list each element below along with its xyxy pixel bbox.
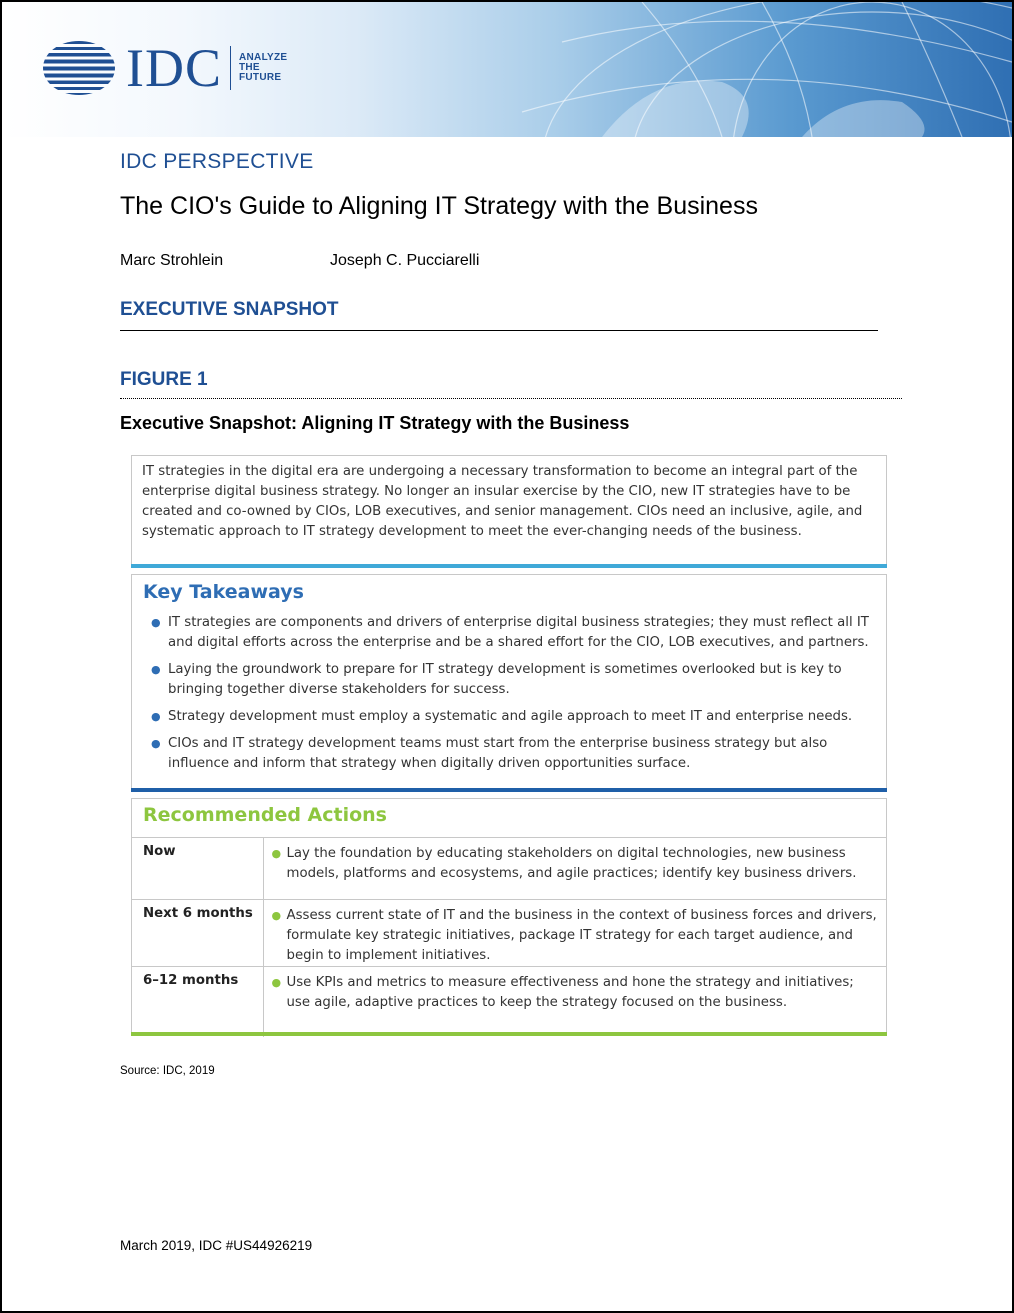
intro-accent-bar	[131, 564, 887, 568]
tagline-line: FUTURE	[239, 72, 282, 83]
dotted-divider	[120, 398, 902, 399]
list-item	[143, 734, 878, 774]
action-cell	[263, 967, 886, 1037]
section-heading: EXECUTIVE SNAPSHOT	[120, 299, 339, 320]
tagline-line: ANALYZE	[239, 52, 288, 63]
table-row	[132, 967, 886, 1037]
actions-table	[132, 837, 886, 1037]
timeframe-cell: Now	[132, 838, 263, 900]
bullet-icon: ●	[151, 663, 161, 676]
author-name: Marc Strohlein	[120, 252, 224, 269]
list-item-text: Strategy development must employ a systematic and agile approach to meet IT and enterprise needs.	[168, 709, 853, 724]
key-takeaways-box	[131, 574, 887, 789]
key-takeaways-heading: Key Takeaways	[143, 581, 304, 603]
logo-tagline	[239, 53, 287, 83]
recommended-actions-accent-bar	[131, 1032, 887, 1036]
timeframe-cell: Next 6 months	[132, 900, 263, 967]
action-cell	[263, 900, 886, 967]
action-text: Use KPIs and metrics to measure effectiveness and hone the strategy and initiatives; use agile, adaptive practices to keep the strategy focused on the business.	[286, 975, 854, 1010]
action-cell	[263, 838, 886, 900]
bullet-icon: ●	[151, 616, 161, 629]
list-item-text: Laying the groundwork to prepare for IT strategy development is sometimes overlooked but is key to bringing together diverse stakeholders for success.	[168, 662, 842, 697]
bullet-icon: ●	[151, 737, 161, 750]
author-name: Joseph C. Pucciarelli	[330, 252, 480, 269]
figure-title: Executive Snapshot: Aligning IT Strategy with the Business	[120, 413, 630, 433]
action-text: Lay the foundation by educating stakeholders on digital technologies, new business models, platforms and ecosystems, and agile practices; identify key business drivers.	[286, 846, 857, 881]
list-item-text: CIOs and IT strategy development teams must start from the enterprise business strategy but also influence and inform that strategy when digitally driven opportunities surface.	[168, 736, 828, 771]
list-item-text: IT strategies are components and drivers of enterprise digital business strategies; they must reflect all IT and digital efforts across the enterprise and be a shared effort for the CIO, LOB executives, and partners.	[168, 615, 869, 650]
bullet-icon: ●	[271, 976, 282, 989]
logo-wordmark: IDC	[126, 38, 222, 98]
bullet-icon: ●	[151, 710, 161, 723]
bullet-icon: ●	[271, 909, 282, 922]
document-title: The CIO's Guide to Aligning IT Strategy with the Business	[120, 192, 758, 220]
page-footer: March 2019, IDC #US44926219	[120, 1238, 313, 1253]
list-item	[143, 613, 878, 653]
divider	[120, 330, 878, 331]
tagline-line: THE	[239, 62, 260, 73]
intro-text: IT strategies in the digital era are undergoing a necessary transformation to become an integral part of the enterprise digital business strategy. No longer an insular exercise by the CIO, new IT strategies have to be created and co-owned by CIOs, LOB executives, and senior management. CIOs need an inclusive, agile, and systematic approach to IT strategy development to meet the ever-changing needs of the business.	[142, 464, 863, 539]
source-note: Source: IDC, 2019	[120, 1065, 215, 1077]
recommended-actions-box	[131, 798, 887, 1033]
table-row	[132, 900, 886, 967]
globe-logo-icon	[42, 40, 116, 96]
key-takeaways-list	[143, 613, 878, 781]
recommended-actions-heading: Recommended Actions	[143, 804, 387, 826]
idc-logo	[42, 40, 287, 96]
bullet-icon: ●	[271, 847, 282, 860]
timeframe-cell: 6–12 months	[132, 967, 263, 1037]
logo-divider	[230, 46, 231, 90]
figure-label: FIGURE 1	[120, 369, 208, 390]
key-takeaways-accent-bar	[131, 788, 887, 792]
intro-box	[131, 455, 887, 566]
list-item	[143, 707, 878, 727]
action-text: Assess current state of IT and the business in the context of business forces and drivers, formulate key strategic initiatives, package IT strategy for each target audience, and begin to implement initiatives.	[286, 908, 877, 963]
table-row	[132, 838, 886, 900]
perspective-label: IDC PERSPECTIVE	[120, 150, 314, 173]
list-item	[143, 660, 878, 700]
header-banner	[2, 2, 1012, 137]
